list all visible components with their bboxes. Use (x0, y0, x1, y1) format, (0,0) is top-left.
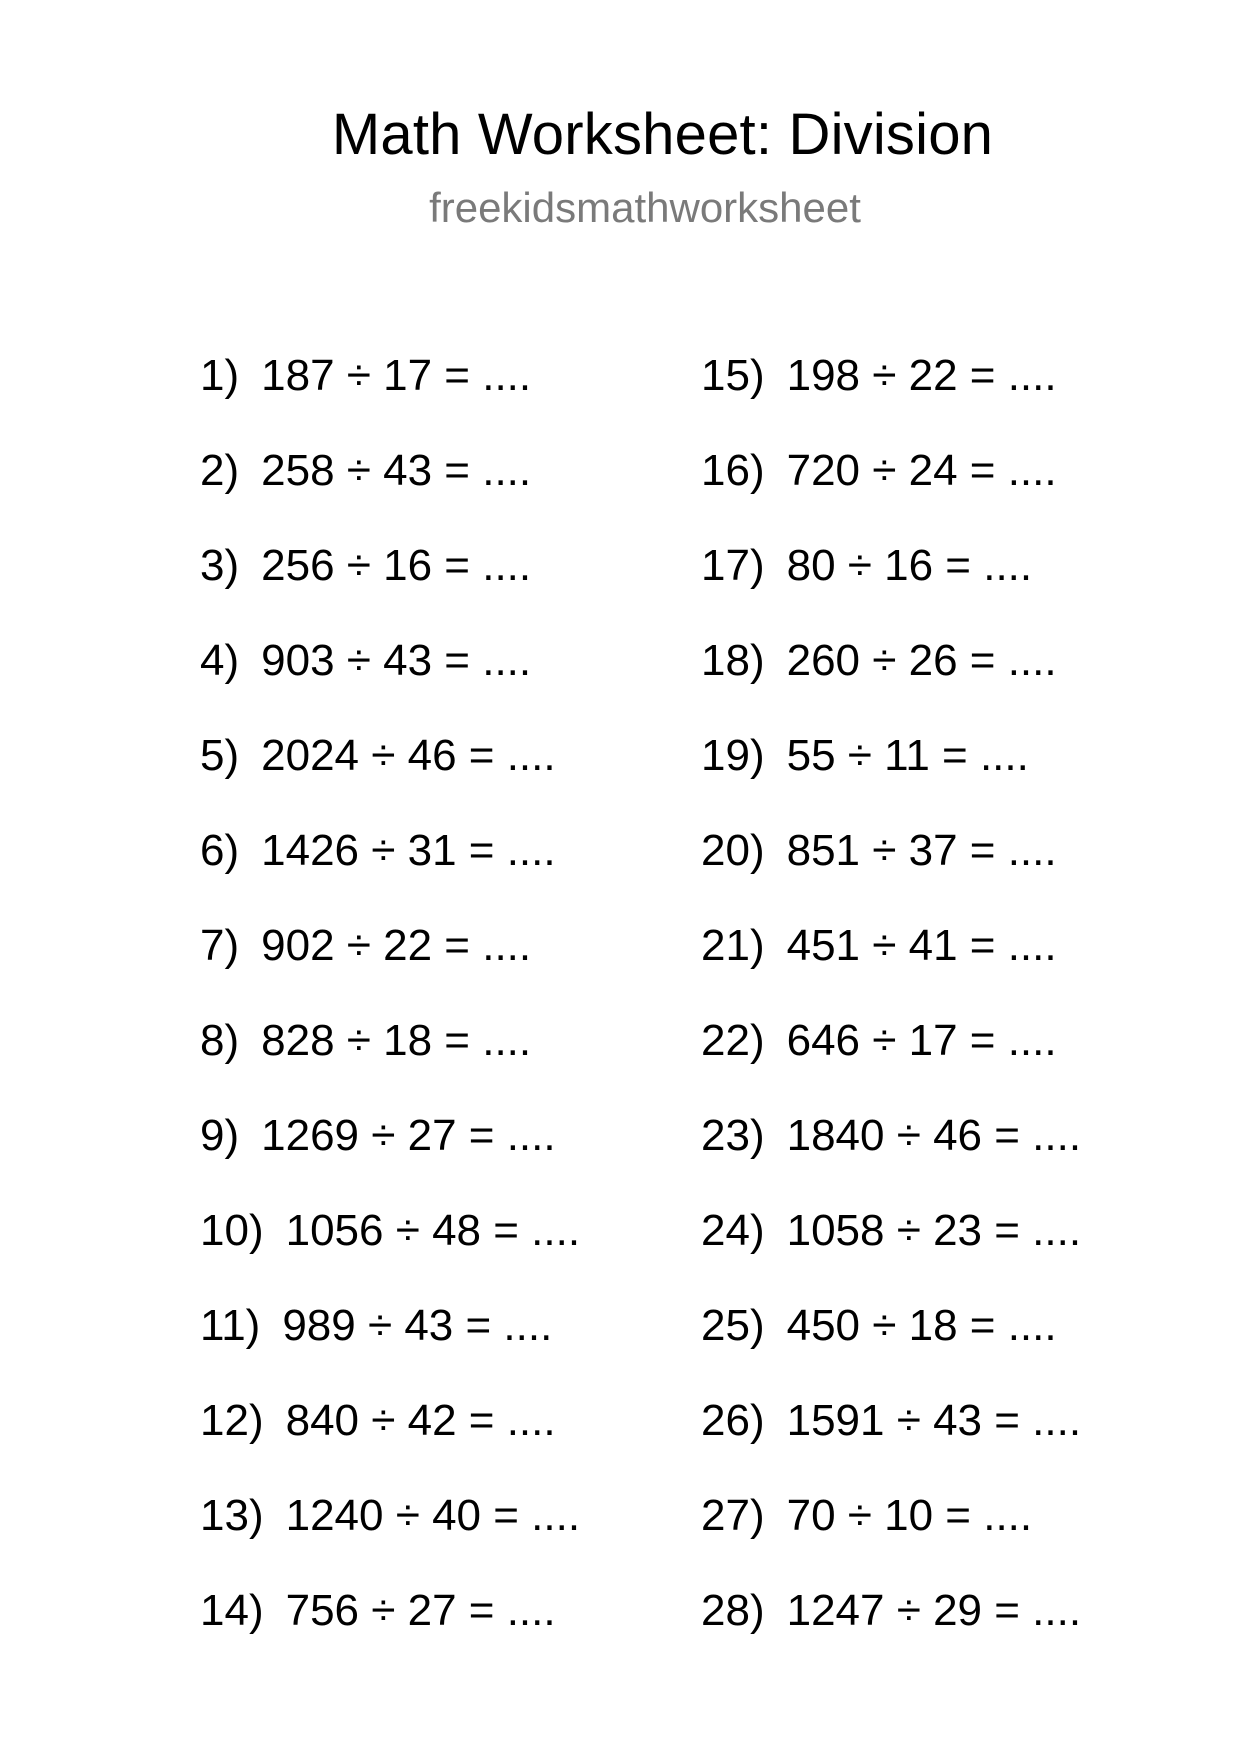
problem-number: 25) (701, 1301, 765, 1350)
problem-expression: 258 ÷ 43 = .... (261, 446, 532, 495)
problem-expression: 1591 ÷ 43 = .... (786, 1396, 1082, 1445)
problem-expression: 198 ÷ 22 = .... (786, 351, 1057, 400)
problem-item (200, 631, 580, 726)
problem-expression: 840 ÷ 42 = .... (285, 1396, 556, 1445)
problem-expression: 1240 ÷ 40 = .... (285, 1491, 581, 1540)
problem-number: 15) (701, 351, 765, 400)
problem-item (701, 1391, 1081, 1486)
problem-item (701, 1201, 1081, 1296)
problem-item (701, 441, 1081, 536)
problem-item (701, 1106, 1081, 1201)
problem-item (200, 1106, 580, 1201)
problem-number: 26) (701, 1396, 765, 1445)
problem-item (200, 346, 580, 441)
problem-item (200, 1201, 580, 1296)
problem-expression: 1058 ÷ 23 = .... (786, 1206, 1082, 1255)
problem-expression: 646 ÷ 17 = .... (786, 1016, 1057, 1065)
problem-item (200, 821, 580, 916)
problem-expression: 1426 ÷ 31 = .... (261, 826, 556, 875)
problem-item (200, 1391, 580, 1486)
problem-expression: 756 ÷ 27 = .... (285, 1586, 556, 1635)
problem-number: 11) (200, 1301, 261, 1350)
problem-number: 4) (200, 636, 240, 685)
problem-item (200, 441, 580, 536)
problem-item (701, 1011, 1081, 1106)
problems-left-column (200, 346, 580, 1676)
problem-number: 18) (701, 636, 765, 685)
problem-item (701, 536, 1081, 631)
problem-number: 19) (701, 731, 765, 780)
problem-number: 13) (200, 1491, 264, 1540)
problem-number: 8) (200, 1016, 240, 1065)
problem-expression: 256 ÷ 16 = .... (261, 541, 532, 590)
problem-number: 28) (701, 1586, 765, 1635)
problem-item (701, 1296, 1081, 1391)
problem-expression: 720 ÷ 24 = .... (786, 446, 1057, 495)
problem-item (200, 726, 580, 821)
problem-number: 12) (200, 1396, 264, 1445)
problem-item (701, 916, 1081, 1011)
problem-expression: 851 ÷ 37 = .... (786, 826, 1057, 875)
problem-item (701, 1486, 1081, 1581)
problem-item (701, 346, 1081, 441)
problem-expression: 55 ÷ 11 = .... (786, 731, 1029, 780)
problem-expression: 80 ÷ 16 = .... (786, 541, 1033, 590)
problem-number: 3) (200, 541, 240, 590)
problem-expression: 902 ÷ 22 = .... (261, 921, 532, 970)
problem-number: 7) (200, 921, 240, 970)
problem-expression: 1269 ÷ 27 = .... (261, 1111, 556, 1160)
problem-expression: 451 ÷ 41 = .... (786, 921, 1057, 970)
problem-item (200, 536, 580, 631)
problem-number: 24) (701, 1206, 765, 1255)
problem-expression: 903 ÷ 43 = .... (261, 636, 532, 685)
page-title: Math Worksheet: Division (331, 102, 994, 167)
page-subtitle: freekidsmathworksheet (429, 184, 861, 231)
problem-number: 17) (701, 541, 765, 590)
problem-expression: 989 ÷ 43 = .... (282, 1301, 553, 1350)
problems-right-column (701, 346, 1081, 1676)
problem-expression: 828 ÷ 18 = .... (261, 1016, 532, 1065)
problem-number: 10) (200, 1206, 264, 1255)
problem-number: 20) (701, 826, 765, 875)
problem-expression: 70 ÷ 10 = .... (786, 1491, 1033, 1540)
problem-expression: 450 ÷ 18 = .... (786, 1301, 1057, 1350)
problem-number: 23) (701, 1111, 765, 1160)
problem-item (200, 1486, 580, 1581)
problem-item (200, 916, 580, 1011)
problem-number: 9) (200, 1111, 240, 1160)
problem-number: 6) (200, 826, 240, 875)
problem-expression: 1056 ÷ 48 = .... (285, 1206, 581, 1255)
problem-number: 21) (701, 921, 765, 970)
problem-expression: 187 ÷ 17 = .... (261, 351, 532, 400)
problem-expression: 1840 ÷ 46 = .... (786, 1111, 1082, 1160)
problem-item (701, 1581, 1081, 1676)
problem-item (701, 631, 1081, 726)
problem-number: 5) (200, 731, 240, 780)
problem-item (701, 726, 1081, 821)
problem-number: 1) (200, 351, 240, 400)
problem-item (200, 1296, 580, 1391)
problem-number: 2) (200, 446, 240, 495)
problem-number: 14) (200, 1586, 264, 1635)
problem-item (200, 1581, 580, 1676)
problem-number: 27) (701, 1491, 765, 1540)
problem-item (701, 821, 1081, 916)
problem-item (200, 1011, 580, 1106)
problem-expression: 1247 ÷ 29 = .... (786, 1586, 1082, 1635)
problem-number: 16) (701, 446, 765, 495)
problem-number: 22) (701, 1016, 765, 1065)
problem-expression: 260 ÷ 26 = .... (786, 636, 1057, 685)
problem-expression: 2024 ÷ 46 = .... (261, 731, 556, 780)
